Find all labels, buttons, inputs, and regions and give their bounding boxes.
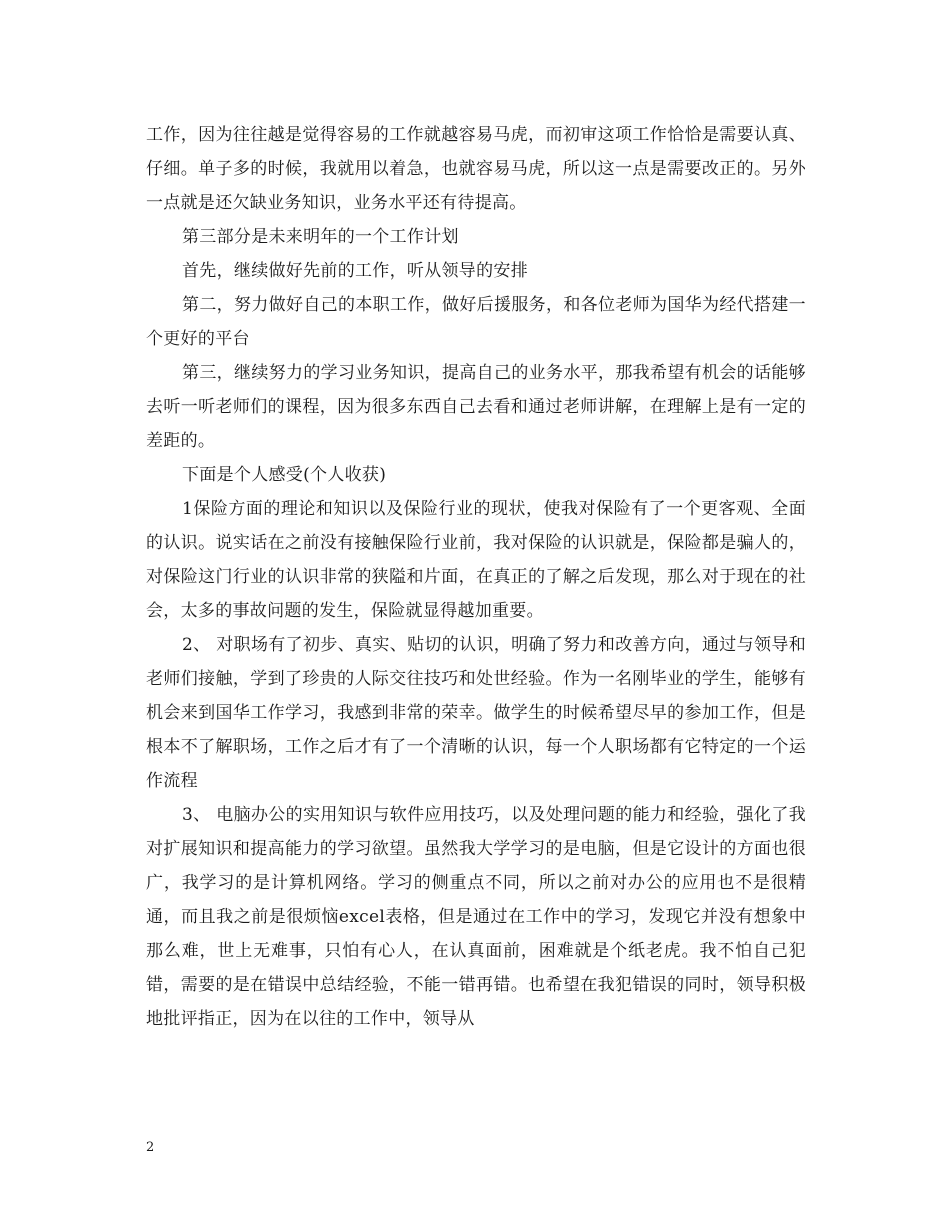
paragraph-feeling-1: 1保险方面的理论和知识以及保险行业的现状，使我对保险有了一个更客观、全面的认识。说实话在之前没有接触保险行业前，我对保险的认识就是，保险都是骗人的，对保险这门行业的认识非常的狭隘和片面，在真正的了解之后发现，那么对于现在的社会，太多的事故问题的发生，保险就显得越加重要。 [146,499,806,621]
page-number: 2 [146,1140,155,1155]
paragraph-plan-first: 首先，继续做好先前的工作，听从领导的安排 [182,261,528,281]
paragraph-feeling-2: 2、 对职场有了初步、真实、贴切的认识，明确了努力和改善方向，通过与领导和老师们接触，学到了珍贵的人际交往技巧和处世经验。作为一名刚毕业的学生，能够有机会来到国华工作学习，我感到非常的荣幸。做学生的时候希望尽早的参加工作，但是根本不了解职场，工作之后才有了一个清晰的认识，每一个人职场都有它特定的一个运作流程 [146,635,806,791]
paragraph-section-heading-feelings: 下面是个人感受(个人收获) [182,465,387,485]
paragraph-feeling-3: 3、 电脑办公的实用知识与软件应用技巧，以及处理问题的能力和经验，强化了我对扩展知识和提高能力的学习欲望。虽然我大学学习的是电脑，但是它设计的方面也很广，我学习的是计算机网络。学习的侧重点不同，所以之前对办公的应用也不是很精通，而且我之前是很烦恼excel表格，但是通过在工作中的学习，发现它并没有想象中那么难，世上无难事，只怕有心人，在认真面前，困难就是个纸老虎。我不怕自己犯错，需要的是在错误中总结经验，不能一错再错。也希望在我犯错误的同时，领导积极地批评指正，因为在以往的工作中，领导从 [146,805,806,1029]
body-text [146,118,806,1036]
paragraph-plan-third: 第三，继续努力的学习业务知识，提高自己的业务水平，那我希望有机会的话能够去听一听老师们的课程，因为很多东西自己去看和通过老师讲解，在理解上是有一定的差距的。 [146,363,806,451]
paragraph-continuation: 工作，因为往往越是觉得容易的工作就越容易马虎，而初审这项工作恰恰是需要认真、仔细。单子多的时候，我就用以着急，也就容易马虎，所以这一点是需要改正的。另外一点就是还欠缺业务知识，业务水平还有待提高。 [146,125,806,213]
paragraph-section-heading-plan: 第三部分是未来明年的一个工作计划 [182,227,459,247]
paragraph-plan-second: 第二，努力做好自己的本职工作，做好后援服务，和各位老师为国华为经代搭建一个更好的平台 [146,295,806,349]
